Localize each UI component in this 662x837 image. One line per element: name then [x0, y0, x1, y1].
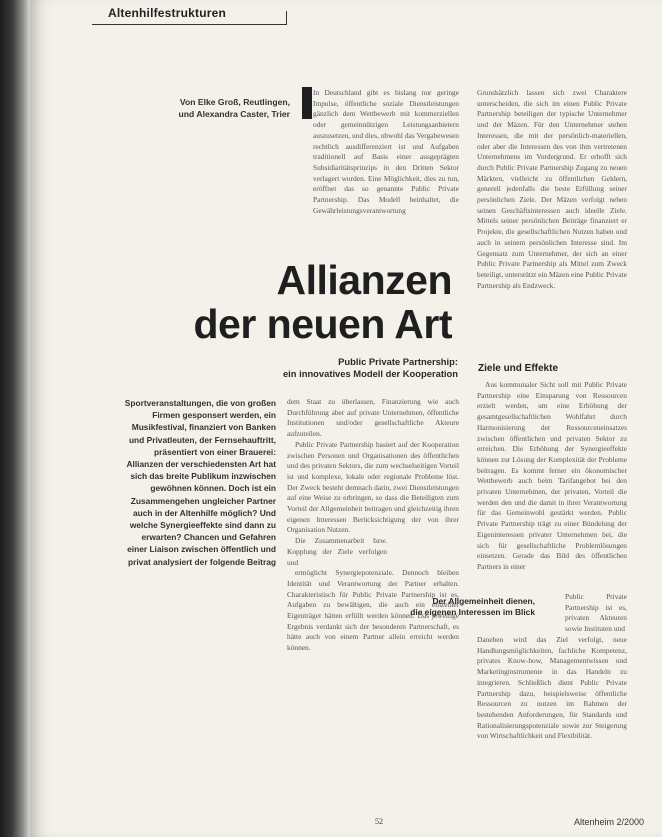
- article-headline: [193, 258, 452, 346]
- body-paragraph-3: Die Zusammenarbeit bzw. Kopplung der Ziele verfolgen und: [287, 536, 387, 567]
- author-line-1: Von Elke Groß, Reutlingen,: [179, 97, 290, 107]
- section-tag: Altenhilfestrukturen: [108, 6, 227, 20]
- author-line-2: und Alexandra Caster, Trier: [178, 109, 290, 119]
- intro-column: [313, 88, 459, 216]
- ziele-paragraph-2: Public Private Partnership ist es, privaten Akteuren sowie Instituten und: [565, 592, 627, 634]
- headline-line-2: der neuen Art: [193, 301, 452, 347]
- ziele-column-bottom: [477, 635, 627, 742]
- author-byline: [140, 96, 290, 120]
- body-paragraph-4: ermöglicht Synergiepotenziale. Dennoch bleiben Identität und Verantwortung der Partner erhalten. Charakteristisch für Public Private Partnership ist es, Aufgaben zu bewältigen, die auch ein einzelner Eigenträger hätten erfüllt werden können. Das jeweilige Ergebnis verdankt sich der besonderen Partnerschaft, es hätte auch von einem Partner allein erreicht werden können.: [287, 568, 459, 653]
- body-paragraph-2: Public Private Partnership basiert auf der Kooperation zwischen Personen und Organisationen des öffentlichen und des privaten Sektors, die zum wechselseitigen Vorteil ist und komplexe, lokale oder regionale Probleme löst. Der Zweck besteht demnach darin, zwei Dienstleistungen auf eine Weise zu erbringen, so dass die Beteiligten zum Vorteil der Allgemeinheit beitragen und gleichzeitig ihren eigenen Interessen Berücksichtigung der von ihrer Organisation Nutzen.: [287, 439, 459, 535]
- ziele-column: [477, 380, 627, 573]
- right-column-top: [477, 88, 627, 291]
- pull-quote-line-2: die eigenen Interessen im Blick: [410, 607, 535, 617]
- intro-paragraph: In Deutschland gibt es bislang nur geringe Impulse, öffentliche soziale Dienstleistungen gänzlich dem Wettbewerb mit kommerziellen oder gemeinnützigen Leistungsanbietern auszusetzen, und dies, obwohl das Vergabewesen rechtlich ausdifferenziert ist und Aufgaben traditionell auf Basis einer ausgeprägten Subsidiaritätsprinzips in den Dritten Sektor verlagert wurden. Eine Möglichkeit, dies zu tun, eröffnet das so genannte Public Private Partnership. Das Modell beinhaltet, die Gewährleistungsverantwortung: [313, 88, 459, 215]
- ziele-column-narrow: [565, 592, 627, 635]
- drop-cap-block: [302, 87, 312, 119]
- book-gutter: [0, 0, 30, 837]
- article-teaser: Sportveranstaltungen, die von großen Firmen gesponsert werden, ein Musikfestival, finanziert von Banken und Privatleuten, der Fernsehauftritt, präsentiert von einer Brauerei: Allianzen der verschiedensten Art hat sich das breite Publikum inzwischen gewöhnen können. Doch ist ein Zusammengehen ungleicher Partner auch in der Altenhilfe möglich? Und welche Synergieeffekte sind dann zu erwarten? Chancen und Gefahren einer Liaison zwischen öffentlich und privat analysiert der folgende Beitrag: [124, 398, 276, 567]
- headline-line-1: Allianzen: [276, 257, 452, 303]
- ziele-paragraph-1: Aus kommunaler Sicht soll mit Public Private Partnership eine Einsparung von Ressourcen erzielt werden, um eine Erhöhung der gesamtgesellschaftlichen Wohlfahrt durch Harmonisierung der Ressourceneinsatzes zwischen öffentlichen und privaten Sektor zu erreichen. Die Erhöhung der Synergieeffekte können zur Lösung der Komplexität der Probleme beitragen. Es kommt ferner ein ökonomischer Wettbewerb auch beim Tarifangebot bei den privaten Unternehmen, der privaten, Vorteil die werden den und die damit in ihrer Verantwortung für das Gemeinwohl gestärkt werden. Public Private Partnership trägt zu einer Bündelung der Eigeninteressen privater Unternehmen bei, die sich für gesellschaftliche Problemlösungen einsetzen. Gerade das Bild des öffentlichen Partners in einer: [477, 380, 627, 571]
- pull-quote: [395, 596, 535, 618]
- subhead-line-1: Public Private Partnership:: [338, 356, 458, 367]
- subhead-line-2: ein innovatives Modell der Kooperation: [282, 368, 458, 379]
- page-number: 52: [375, 817, 383, 826]
- pull-quote-line-1: Der Allgemeinheit dienen,: [432, 596, 535, 606]
- body-paragraph-1: dem Staat zu überlassen, Finanzierung wie auch Durchführung aber auf private Unternehmen, öffentliche Institutionen und/oder gesellschaftliche Akteure aufzuteilen.: [287, 397, 459, 439]
- article-subhead: [160, 356, 458, 380]
- right-column-paragraph: Grundsätzlich lassen sich zwei Charaktere unterscheiden, die sich im einen Public Private Partnership beteiligen der typische Unternehmer und der Mäzen. Für den Unternehmer stehen Interessen, die mit der persönlich-materiellen, oder aber die Interessen des von ihm vertretenen Unternehmens im Vordergrund. Er erhofft sich durch Public Private Partnership Zugang zu neuen Märkten, vielleicht zu öffentlichen Geldern, generell jedenfalls die beste Erfüllung seiner persönlichen Ziele. Der Mäzen verfolgt neben seinen Geschäftsinteressen auch ideelle Ziele. Mittels seiner persönlichen Beiträge finanziert er Projekte, die gesellschaftlichen Nutzen haben und auch in seinem persönlichen Interesse sind. Im Gegensatz zum Unternehmer, der sich an einer Public Private Partnership als Mittel zum Zweck beteiligt, unterstützt ein Mäzen eine Public Private Partnership als Endzweck.: [477, 88, 627, 290]
- magazine-issue: Altenheim 2/2000: [573, 817, 644, 827]
- section-heading-ziele: Ziele und Effekte: [478, 363, 559, 374]
- ziele-paragraph-3: Daneben wird das Ziel verfolgt, neue Handlungsmöglichkeiten, fachliche Kompetenz, privates Know-how, Managementwissen und Marketinginstrumente in das Handeln zu integrieren. Schließlich dient Public Private Partnership dazu, beispielsweise öffentliche Ressourcen zu nutzen im Rahmen der bestehenden Anforderungen, für Standards und Rationalisierungspotenziale sowie zur Steigerung von Wirtschaftlichkeit und Flexibilität.: [477, 635, 627, 741]
